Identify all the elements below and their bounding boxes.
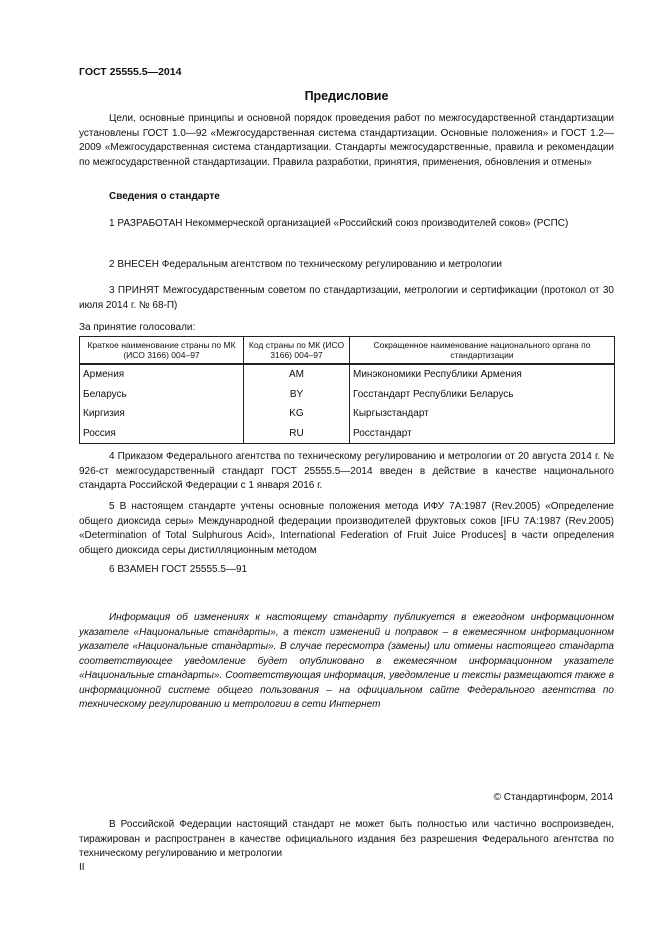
item-3 (79, 284, 614, 313)
code-cell: KG (244, 404, 350, 424)
table-row (80, 385, 615, 405)
restriction-paragraph (79, 818, 614, 862)
country-cell: Армения (80, 364, 244, 385)
item-6 (79, 563, 614, 578)
item-4-text: 4 Приказом Федерального агентства по техническому регулированию и метрологии от 20 августа 2014 г. № 926-ст межгосударственный стандарт ГОСТ 25555.5—2014 введен в действие в качестве национального стандарта Российской Федерации с 1 января 2016 г. (79, 451, 614, 491)
item-2-text: 2 ВНЕСЕН Федеральным агентством по техническому регулированию и метрологии (109, 259, 502, 270)
body-cell: Госстандарт Республики Беларусь (350, 385, 615, 405)
page-title: Предисловие (304, 89, 389, 103)
item-1-text: 1 РАЗРАБОТАН Некоммерческой организацией «Российский союз производителей соков» (РСПС) (109, 218, 569, 229)
table-row (80, 424, 615, 444)
body-cell: Минэкономики Республики Армения (350, 364, 615, 385)
item-5-text: 5 В настоящем стандарте учтены основные положения метода ИФУ 7А:1987 (Rev.2005) «Определение общего диоксида серы» Международной федерации производителей фруктовых соков [IFU 7A:1987 (Rev.2005) «Determination of Total Sulphurous Acid», International Federation of Fruit Juice Produces] в части определения общего диоксида серы дистилляционным методом (79, 501, 614, 556)
standard-id-header: ГОСТ 25555.5—2014 (79, 66, 182, 78)
body-cell: Кыргызстандарт (350, 404, 615, 424)
table-row (80, 364, 615, 385)
body-cell: Росстандарт (350, 424, 615, 444)
restriction-text: В Российской Федерации настоящий стандарт не может быть полностью или частично воспроизведен, тиражирован и распространен в качестве официального издания без разрешения Федерального агентства по техническому регулированию и метрологии (79, 819, 614, 859)
vote-label: За принятие голосовали: (79, 322, 196, 333)
item-5 (79, 500, 614, 558)
table-header-row (80, 337, 615, 365)
code-cell: RU (244, 424, 350, 444)
info-note (79, 611, 614, 713)
code-cell: BY (244, 385, 350, 405)
country-cell: Киргизия (80, 404, 244, 424)
country-cell: Россия (80, 424, 244, 444)
table-row (80, 404, 615, 424)
intro-text: Цели, основные принципы и основной порядок проведения работ по межгосударственной стандартизации установлены ГОСТ 1.0—92 «Межгосударственная система стандартизации. Основные положения» и ГОСТ 1.2—2009 «Межгосударственная система стандартизации. Стандарты межгосударственные, правила и рекомендации по межгосударственной стандартизации. Правила разработки, принятия, применения, обновления и отмены» (79, 113, 614, 168)
info-note-text: Информация об изменениях к настоящему стандарту публикуется в ежегодном информационном указателе «Национальные стандарты», а текст изменений и поправок – в ежемесячном информационном указателе «Национальные стандарты». В случае пересмотра (замены) или отмены настоящего стандарта соответствующее уведомление будет опубликовано в ежемесячном информационном указателе «Национальные стандарты». Соответствующая информация, уведомление и тексты размещаются также в информационной системе общего пользования – на официальном сайте Федерального агентства по техническому регулированию и метрологии в сети Интернет (79, 612, 614, 710)
section-heading: Сведения о стандарте (109, 191, 220, 202)
country-cell: Беларусь (80, 385, 244, 405)
header-country: Краткое наименование страны по МК (ИСО 3166) 004–97 (80, 337, 244, 365)
item-4 (79, 450, 614, 494)
page-number: II (79, 862, 85, 873)
item-6-text: 6 ВЗАМЕН ГОСТ 25555.5—91 (109, 564, 248, 575)
item-3-text: 3 ПРИНЯТ Межгосударственным советом по стандартизации, метрологии и сертификации (протокол от 30 июля 2014 г. № 68-П) (79, 285, 614, 311)
item-2 (79, 258, 614, 273)
header-code: Код страны по МК (ИСО 3166) 004–97 (244, 337, 350, 365)
copyright: © Стандартинформ, 2014 (493, 792, 613, 803)
intro-paragraph (79, 112, 614, 170)
header-body: Сокращенное наименование национального органа по стандартизации (350, 337, 615, 365)
item-1 (79, 217, 614, 232)
voting-table (79, 336, 615, 444)
code-cell: AM (244, 364, 350, 385)
